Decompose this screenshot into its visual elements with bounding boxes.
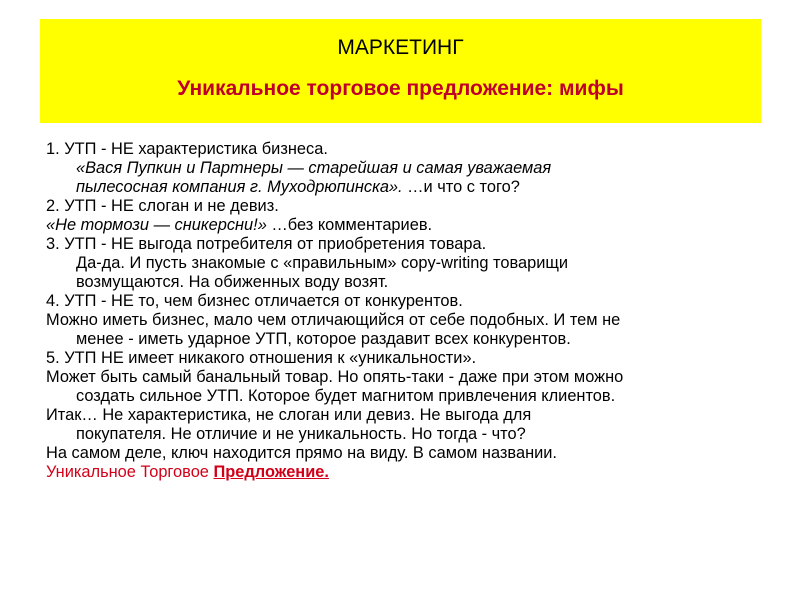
point-4-line-2: менее - иметь ударное УТП, которое раздавит всех конкурентов. (76, 330, 571, 348)
point-2-heading: 2. УТП - НЕ слоган и не девиз. (46, 197, 279, 215)
point-1-quote-line-1: «Вася Пупкин и Партнеры — старейшая и самая уважаемая (76, 159, 552, 177)
page-title: МАРКЕТИНГ (337, 36, 464, 59)
summary-line-1: Итак… Не характеристика, не слоган или девиз. Не выгода для (46, 406, 532, 424)
final-text: Уникальное Торговое (46, 463, 214, 481)
page-subtitle: Уникальное торговое предложение: мифы (177, 77, 624, 100)
point-5-line-2: создать сильное УТП. Которое будет магнитом привлечения клиентов. (76, 387, 616, 405)
summary-line-2: покупателя. Не отличие и не уникальность. Но тогда - что? (76, 425, 526, 443)
point-5-line-1: Может быть самый банальный товар. Но опять-таки - даже при этом можно (46, 368, 624, 386)
point-4-line-1: Можно иметь бизнес, мало чем отличающийся от себе подобных. И тем не (46, 311, 621, 329)
point-1-comment: …и что с того? (402, 178, 520, 196)
point-3-line-2: возмущаются. На обиженных воду возят. (76, 273, 389, 291)
point-1-heading: 1. УТП - НЕ характеристика бизнеса. (46, 140, 328, 158)
point-5-heading: 5. УТП НЕ имеет никакого отношения к «уникальности». (46, 349, 477, 367)
point-3-heading: 3. УТП - НЕ выгода потребителя от приобретения товара. (46, 235, 487, 253)
title-banner (40, 19, 761, 123)
final-line (46, 463, 766, 482)
slide-body (46, 140, 766, 482)
offer-link[interactable]: Предложение. (213, 463, 329, 481)
point-1-quote-end: пылесосная компания г. Муходрюпинска». (76, 178, 403, 196)
point-4-heading: 4. УТП - НЕ то, чем бизнес отличается от конкурентов. (46, 292, 463, 310)
answer-line: На самом деле, ключ находится прямо на виду. В самом названии. (46, 444, 557, 462)
point-2-comment: …без комментариев. (266, 216, 433, 234)
point-1-quote-line-2 (46, 178, 766, 197)
point-2-quote: «Не тормози — сникерсни!» (46, 216, 267, 234)
point-2-line (46, 216, 766, 235)
point-3-line-1: Да-да. И пусть знакомые с «правильным» copy-writing товарищи (76, 254, 569, 272)
